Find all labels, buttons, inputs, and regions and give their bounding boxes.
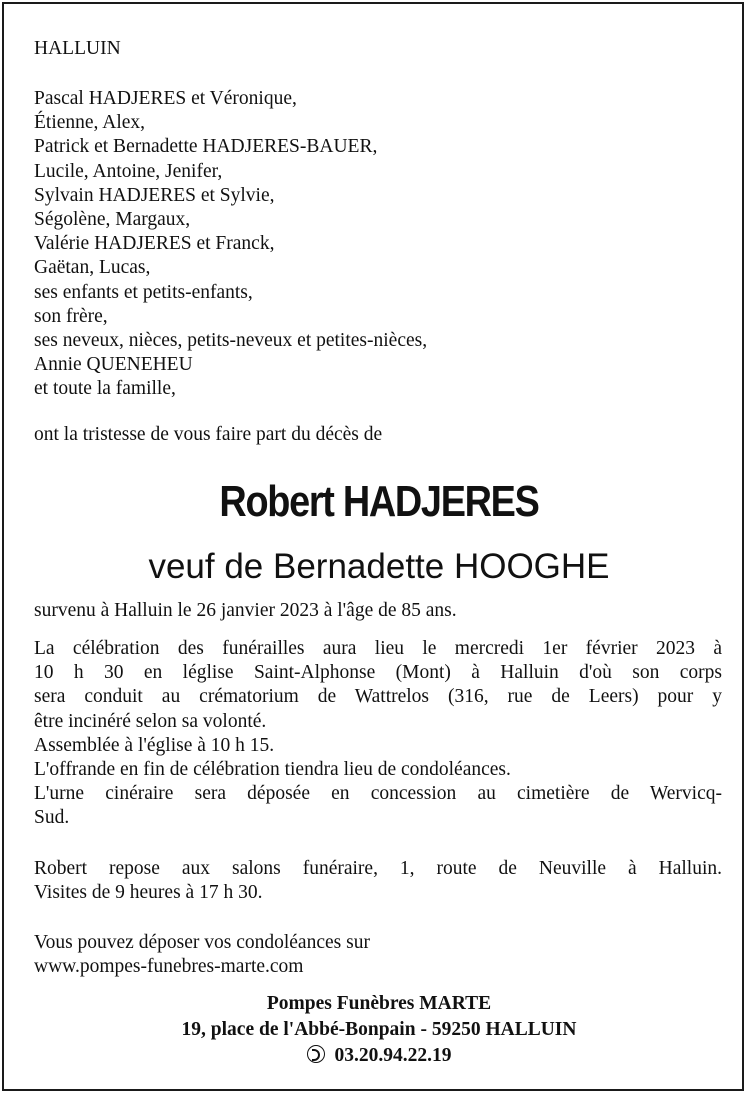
ceremony-line: L'offrande en fin de célébration tiendra lieu de condoléances. xyxy=(34,759,511,781)
funeral-home-phone xyxy=(4,1043,750,1069)
intro-text: ont la tristesse de vous faire part du décès de xyxy=(34,424,383,445)
condolences-info xyxy=(34,931,722,979)
family-line: Lucile, Antoine, Jenifer, xyxy=(34,160,223,182)
phone-icon xyxy=(307,1045,325,1063)
funeral-home-name: Pompes Funèbres MARTE xyxy=(266,993,492,1014)
ceremony-line: Sud. xyxy=(34,807,70,829)
condolences-line: Vous pouvez déposer vos condoléances sur xyxy=(34,932,370,953)
ceremony-line: être incinéré selon sa volonté. xyxy=(34,710,267,732)
ceremony-line: 10 h 30 en léglise Saint-Alphonse (Mont) à Halluin d'où son corps xyxy=(34,662,722,684)
widow-of: veuf de Bernadette HOOGHE xyxy=(148,547,610,586)
family-line: Gaëtan, Lucas, xyxy=(34,257,151,279)
family-line: Annie QUENEHEU xyxy=(34,354,193,376)
ceremony-line: sera conduit au crématorium de Wattrelos (316, rue de Leers) pour y xyxy=(34,686,722,708)
ceremony-line: La célébration des funérailles aura lieu le mercredi 1er février 2023 à xyxy=(34,638,722,659)
funeral-home-footer xyxy=(4,991,750,1069)
ceremony-line: L'urne cinéraire sera déposée en concession au cimetière de Wervicq- xyxy=(34,783,722,805)
family-line: Valérie HADJERES et Franck, xyxy=(34,233,275,255)
obituary-notice xyxy=(2,2,744,1091)
family-line: son frère, xyxy=(34,305,108,327)
family-line: ses enfants et petits-enfants, xyxy=(34,281,253,303)
family-line: Sylvain HADJERES et Sylvie, xyxy=(34,184,275,206)
ceremony-line: Assemblée à l'église à 10 h 15. xyxy=(34,734,275,756)
death-notice: survenu à Halluin le 26 janvier 2023 à l'âge de 85 ans. xyxy=(34,600,457,621)
deceased-name: Robert HADJERES xyxy=(219,477,539,526)
funeral-home-address: 19, place de l'Abbé-Bonpain - 59250 HALLUIN xyxy=(181,1019,577,1040)
viewing-line: Robert repose aux salons funéraire, 1, route de Neuville à Halluin. xyxy=(34,858,722,879)
family-line: Étienne, Alex, xyxy=(34,112,146,134)
viewing-details xyxy=(34,857,722,905)
viewing-line: Visites de 9 heures à 17 h 30. xyxy=(34,882,263,904)
family-line: et toute la famille, xyxy=(34,378,176,400)
family-list xyxy=(34,87,722,402)
family-line: ses neveux, nièces, petits-neveux et petites-nièces, xyxy=(34,330,428,352)
family-line: Patrick et Bernadette HADJERES-BAUER, xyxy=(34,136,378,158)
city-heading: HALLUIN xyxy=(34,38,121,59)
family-line: Ségolène, Margaux, xyxy=(34,209,191,231)
condolences-website: www.pompes-funebres-marte.com xyxy=(34,956,304,978)
ceremony-details xyxy=(34,637,722,831)
family-line: Pascal HADJERES et Véronique, xyxy=(34,88,297,109)
phone-number: 03.20.94.22.19 xyxy=(334,1045,452,1066)
